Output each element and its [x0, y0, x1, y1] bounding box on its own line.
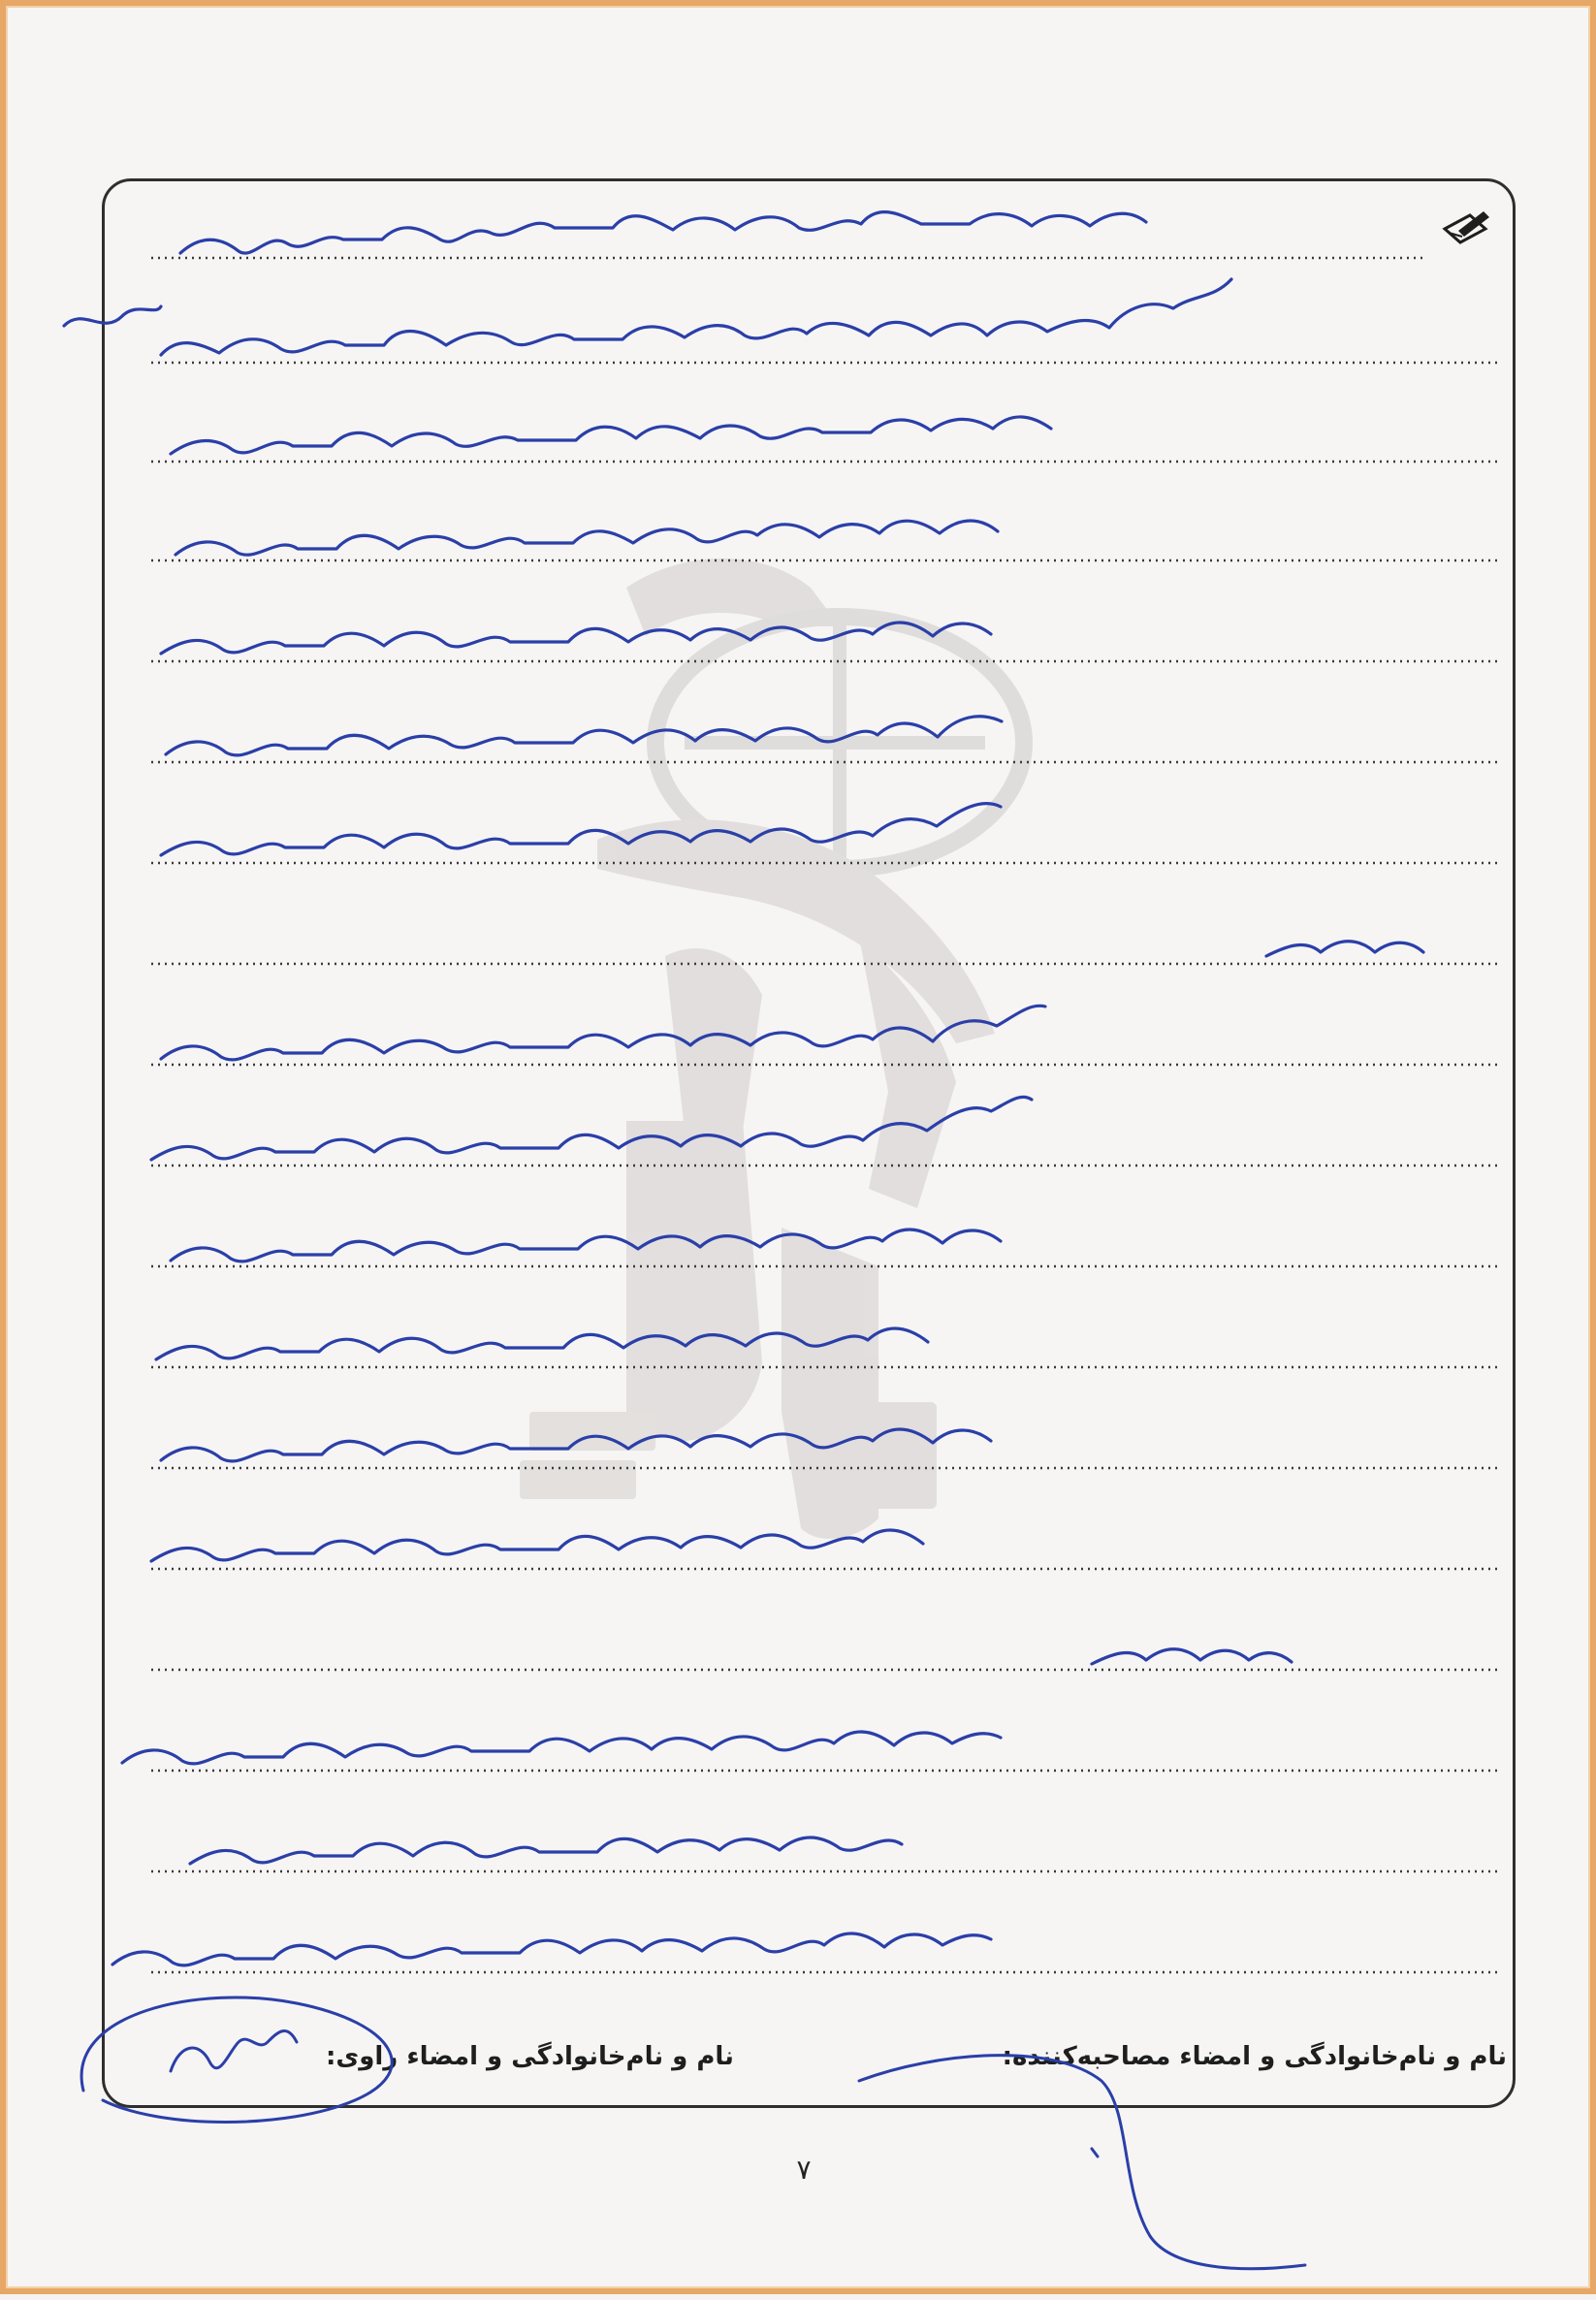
signature-labels-row [326, 2042, 1507, 2081]
handwriting-line-15 [1092, 1649, 1292, 1664]
handwriting-line-3 [171, 417, 1051, 454]
handwriting-line-16 [122, 1732, 1001, 1764]
handwriting-line-13 [161, 1429, 991, 1461]
handwriting-line-17 [190, 1837, 902, 1864]
handwriting-line-1 [180, 212, 1146, 253]
handwriting-line-11 [171, 1230, 1001, 1262]
handwriting-line-4 [176, 521, 998, 555]
handwriting-line-10 [151, 1097, 1032, 1160]
handwritten-text [6, 6, 1596, 2300]
handwriting-line-14 [151, 1530, 923, 1561]
page-number: ۷ [796, 2154, 812, 2186]
handwriting-line-5 [161, 623, 991, 654]
interviewer-signature-label: نام و نام‌خانوادگی و امضاء راوی: [326, 2042, 734, 2071]
handwriting-line-6 [166, 717, 1002, 755]
handwriting-line-7 [161, 804, 1001, 855]
handwriting-line-8 [1266, 942, 1423, 956]
handwriting-line-2 [64, 279, 1231, 355]
narrator-signature-label: نام و نام‌خانوادگی و امضاء مصاحبه‌کننده: [1002, 2042, 1507, 2071]
handwriting-line-12 [156, 1328, 928, 1359]
handwriting-line-18 [112, 1933, 991, 1965]
handwriting-line-9 [161, 1006, 1045, 1060]
